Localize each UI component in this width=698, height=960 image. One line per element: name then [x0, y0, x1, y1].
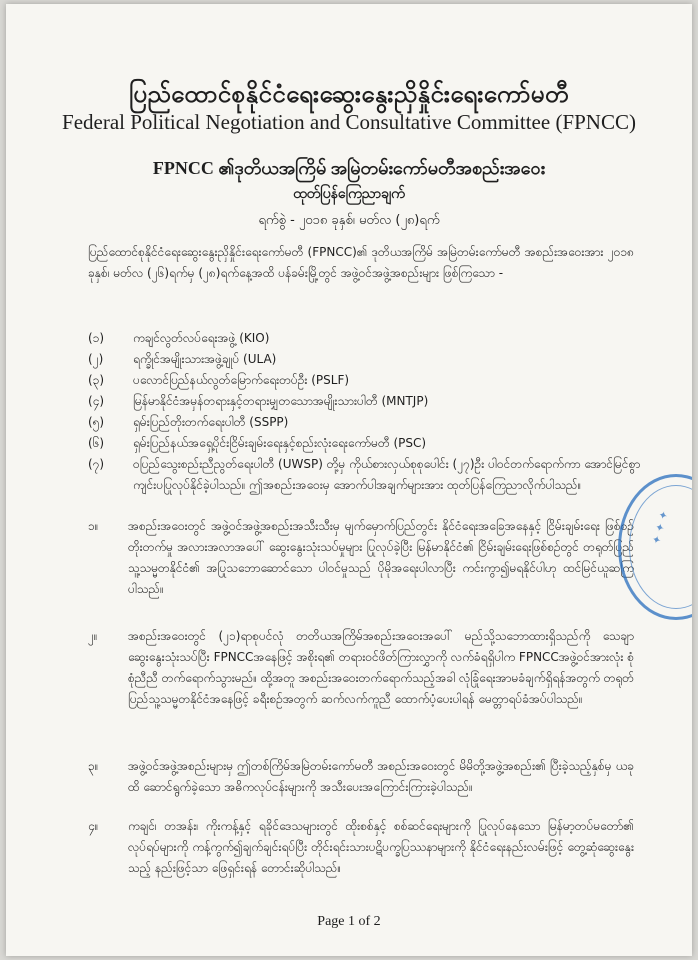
statement-subtitle: ထုတ်ပြန်ကြေညာချက်	[293, 186, 405, 202]
list-item	[88, 433, 648, 454]
list-item-number: (၂)	[88, 352, 104, 366]
seal-ornament-icon: ✦ ✦ ✦	[649, 509, 672, 546]
org-name-english: Federal Political Negotiation and Consultative Committee (FPNCC)	[62, 110, 636, 134]
list-item-number: (၃)	[88, 373, 105, 387]
member-list	[88, 328, 648, 496]
statement-title: FPNCC ၏ဒုတိယအကြိမ် အမြဲတမ်းကော်မတီအစည်းအဝေး	[152, 158, 546, 178]
paragraph-text: အစည်းအဝေးတွင် အဖွဲ့ဝင်အဖွဲ့အစည်းအသီးသီးမှ မျက်မှောက်ပြည်တွင်း နိုင်ငံရေးအခြေအနေနှင့် ငြိမ်းချမ်းရေး ဖြစ်စဉ်တိုးတက်မှု အလားအလာအပေါ် ဆွေးနွေးသုံးသပ်မှုများ ပြုလုပ်ခဲ့ပြီး မြန်မာနိုင်ငံ၏ ငြိမ်းချမ်းရေးဖြစ်စဉ်တွင် တရုတ်ပြည်သူ့သမ္မတနိုင်ငံ၏ အပြုသဘောဆောင်သော ပါဝင်မှုသည် ပိုမိုအရေးပါလာပြီး ကင်းကွာ၍မရနိုင်ပါဟု ထင်မြင်ယူဆကြပါသည်။	[128, 519, 634, 596]
list-item-text: မြန်မာနိုင်ငံအမှန်တရားနှင့်တရားမျှတသောအမျိုးသားပါတီ (MNTJP)	[133, 394, 429, 408]
org-name-myanmar: ပြည်ထောင်စုနိုင်ငံရေးဆွေးနွေးညှိနှိုင်းရေးကော်မတီ	[129, 80, 569, 108]
list-item	[88, 370, 648, 391]
document-page	[6, 4, 692, 956]
paragraph-number: ၃။	[88, 759, 99, 773]
list-item-text: ပလောင်ပြည်နယ်လွတ်မြောက်ရေးတပ်ဦး (PSLF)	[133, 373, 350, 387]
list-item-text: ရှမ်းပြည်နယ်အရှေ့ပိုင်းငြိမ်းချမ်းရေးနှင့်စည်းလုံးရေးကော်မတီ (PSC)	[133, 436, 427, 450]
list-item-number: (၁)	[88, 331, 105, 345]
paragraph-text: ကချင်၊ တအန်း၊ ကိုးကန့်နှင့် ရခိုင်ဒေသများတွင် ထိုးစစ်နှင့် စစ်ဆင်ရေးများကို ပြုလုပ်နေသော မြန်မာ့တပ်မတော်၏ လုပ်ရပ်များကို ကန့်ကွက်၍ချက်ချင်းရပ်ပြီး တိုင်းရင်းသားပဋိပက္ခပြဿနာများကို နိုင်ငံရေးနည်းလမ်းဖြင့် တွေ့ဆုံဆွေးနွေးသည့် နည်းဖြင့်သာ ဖြေရှင်းရန် တောင်းဆိုပါသည်။	[128, 819, 634, 875]
list-item-text: ကချင်လွတ်လပ်ရေးအဖွဲ့ (KIO)	[133, 331, 270, 345]
list-item	[88, 328, 648, 349]
list-item-text: ရက္ခိုင်အမျိုးသားအဖွဲ့ချုပ် (ULA)	[133, 352, 277, 366]
intro-paragraph: ပြည်ထောင်စုနိုင်ငံရေးဆွေးနွေးညှိနှိုင်းရေးကော်မတီ (FPNCC)၏ ဒုတိယအကြိမ် အမြဲတမ်းကော်မတီ အစည်းအဝေးအား ၂၀၁၈ ခုနှစ်၊ မတ်လ (၂၆)ရက်မှ (၂၈)ရက်နေ့အထိ ပန်ခမ်းမြို့တွင် အဖွဲ့ဝင်အဖွဲ့အစည်းများ ဖြစ်ကြသော -	[88, 245, 634, 280]
numbered-paragraph	[88, 516, 634, 600]
numbered-paragraph	[88, 816, 634, 879]
list-item	[88, 349, 648, 370]
numbered-paragraph	[88, 756, 634, 798]
list-item-number: (၆)	[88, 436, 105, 450]
statement-date: ရက်စွဲ - ၂၀၁၈ ခုနှစ်၊ မတ်လ (၂၈)ရက်	[258, 213, 440, 228]
list-item	[88, 391, 648, 412]
paragraph-number: ၄။	[88, 819, 99, 833]
paragraph-number: ၁။	[88, 519, 99, 533]
page-number: Page 1 of 2	[317, 914, 381, 929]
list-item	[88, 412, 648, 433]
paragraph-text: အစည်းအဝေးတွင် (၂၁)ရာစုပင်လုံ တတိယအကြိမ်အစည်းအဝေးအပေါ် မည်သို့သဘောထားရှိသည်ကို သေချာဆွေးနွေးသုံးသပ်ပြီး FPNCCအနေဖြင့် အစိုးရ၏ တရားဝင်ဖိတ်ကြားလွှာကို လက်ခံရရှိပါက FPNCCအဖွဲ့ဝင်အားလုံး စုံစုံညီညီ တက်ရောက်သွားမည်။ ထို့အတူ အစည်းအဝေးတက်ရောက်သည့်အခါ လုံခြုံရေးအာမခံချက်ရှိရန်အတွက် တရုတ်ပြည်သူ့သမ္မတနိုင်ငံအနေဖြင့် ခရီးစဉ်အတွက် ဆက်လက်ကူညီ ထောက်ပံ့ပေးပါရန် မေတ္တာရပ်ခံအပ်ပါသည်။	[128, 629, 634, 706]
list-item-text: ဝပြည်သွေးစည်းညီညွတ်ရေးပါတီ (UWSP) တို့မှ ကိုယ်စားလှယ်စုစုပေါင်း (၂၇)ဦး ပါဝင်တက်ရောက်ကာ အောင်မြင်စွာ ကျင်းပပြုလုပ်နိုင်ခဲ့ပါသည်။ ဤအစည်းအဝေးမှ အောက်ပါအချက်များအား ထုတ်ပြန်ကြေညာလိုက်ပါသည်။	[133, 457, 641, 492]
list-item	[88, 454, 648, 496]
paragraph-text: အဖွဲ့ဝင်အဖွဲ့အစည်းများမှ ဤတစ်ကြိမ်အမြဲတမ်းကော်မတီ အစည်းအဝေးတွင် မိမိတို့အဖွဲ့အစည်း၏ ပြီးခဲ့သည့်နှစ်မှ ယခုထိ ဆောင်ရွက်ခဲ့သော အဓိကလုပ်ငန်းများကို အသီးပေးအကြောင်းကြားခဲ့ပါသည်။	[128, 759, 634, 794]
list-item-text: ရှမ်းပြည်တိုးတက်ရေးပါတီ (SSPP)	[133, 415, 289, 429]
list-item-number: (၄)	[88, 394, 105, 408]
list-item-number: (၇)	[88, 457, 105, 471]
paragraph-number: ၂။	[88, 629, 98, 643]
list-item-number: (၅)	[88, 415, 105, 429]
numbered-paragraph	[88, 626, 634, 710]
